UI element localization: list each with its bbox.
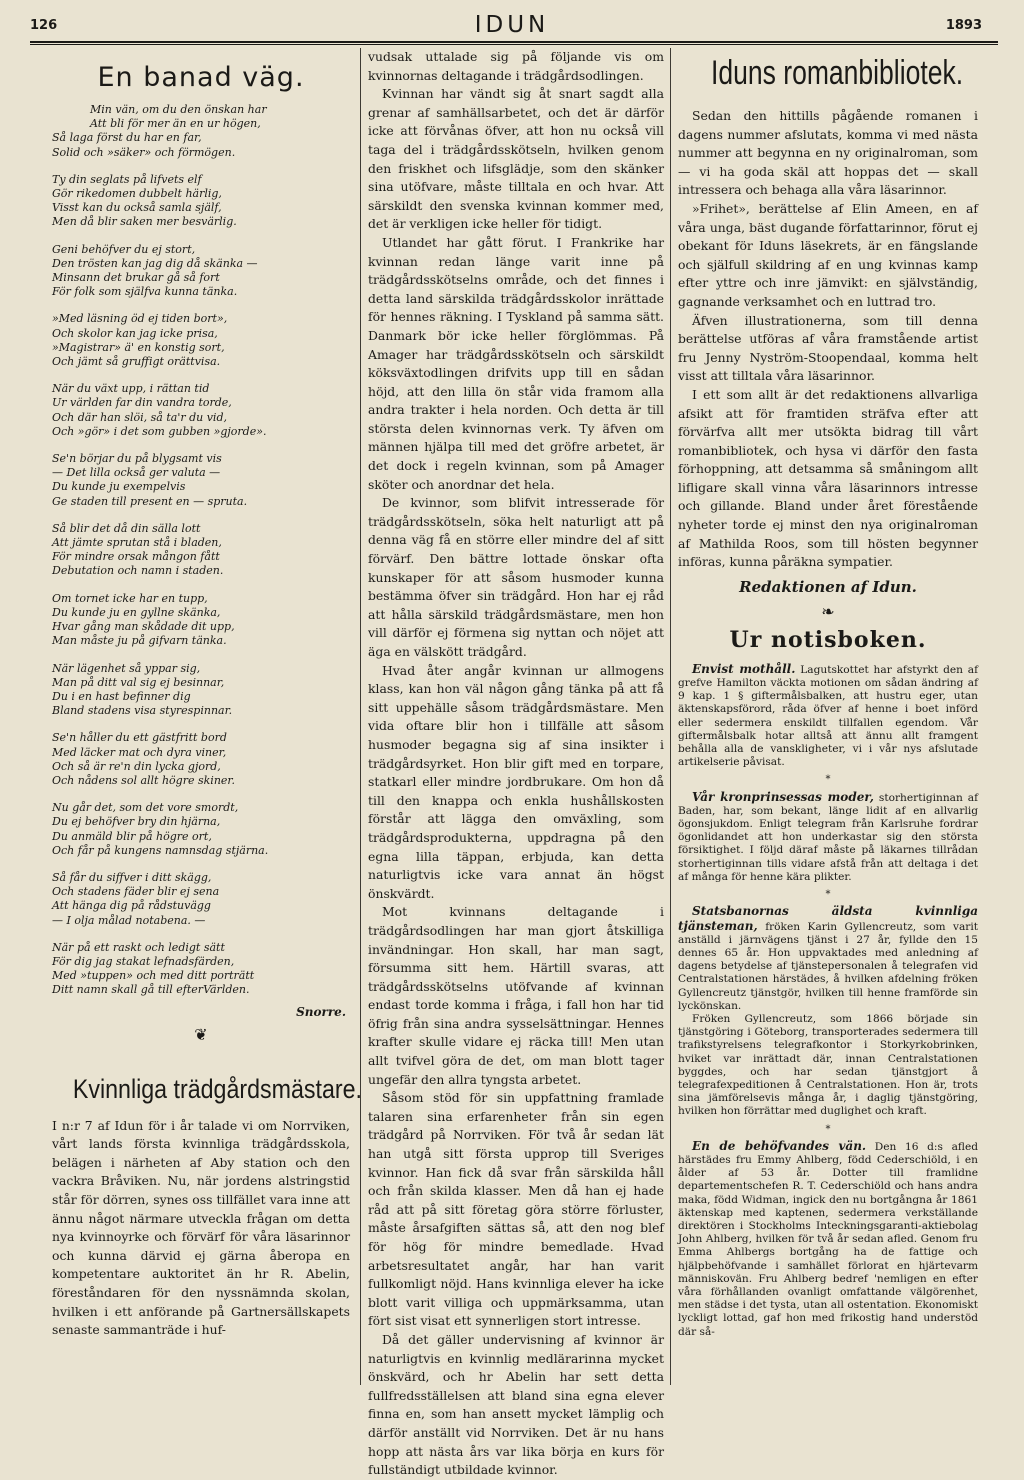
poem-line: Den trösten kan jag dig då skänka — bbox=[52, 256, 258, 270]
article-body-col1 bbox=[52, 1117, 350, 1340]
note-item bbox=[678, 1140, 978, 1339]
poem-line: Du anmäld blir på högre ort, bbox=[52, 829, 212, 843]
note-item bbox=[678, 905, 978, 1013]
article-title: Kvinnliga trädgårdsmästare. bbox=[72, 1073, 362, 1104]
poem-line: Om tornet icke har en tupp, bbox=[52, 591, 208, 605]
note-item bbox=[678, 663, 978, 770]
ornament-icon: ❧ bbox=[821, 601, 835, 621]
poem-stanza bbox=[52, 731, 350, 788]
poem-line: Du i en hast befinner dig bbox=[52, 689, 191, 703]
poem-stanza bbox=[52, 243, 350, 300]
poem-line: Att bli för mer än en ur högen, bbox=[90, 117, 261, 131]
article-paragraph: I n:r 7 af Idun för i år talade vi om Norrviken, vårt lands första kvinnliga trädgårdsskola, belägen i närheten af Aby station och den vackra Bråviken. Nu, när jordens alstringstid står för dörren, synes oss tillfället vara inne att ännu något närmare utveckla frågan om detta nya kvinnoyrke och förvärf för våra läsarinnor och kunna därvid ej gärna åberopa en kompetentare auktoritet än hr R. Abelin, föreståndaren för den nyssnämnda skolan, hvilken i ett anförande på Gartnersällskapets senaste sammanträde i huf- bbox=[52, 1117, 350, 1338]
library-paragraph: Sedan den hittills pågående romanen i dagens nummer afslutats, komma vi med nästa nummer att begynna en ny originalroman, som — vi ha goda skäl att hoppas det — skall intressera och behaga alla våra läsarinnor. bbox=[678, 108, 978, 198]
note-lead: Envist mothåll. bbox=[692, 661, 796, 676]
poem-line: Så får du siffver i ditt skägg, bbox=[52, 870, 212, 884]
poem-line: Och stadens fäder blir ej sena bbox=[52, 885, 220, 899]
header-rule bbox=[30, 41, 998, 43]
poem-body bbox=[52, 103, 350, 998]
star-separator-icon: * bbox=[825, 889, 831, 901]
poem-stanza bbox=[52, 592, 350, 649]
column-divider bbox=[360, 48, 361, 1385]
poem-line: Minsann det brukar gå så fort bbox=[52, 271, 220, 285]
poem-stanza bbox=[52, 452, 350, 509]
star-separator-icon: * bbox=[825, 774, 831, 786]
poem-stanza bbox=[52, 941, 350, 998]
poem-line: Att jämte sprutan stå i bladen, bbox=[52, 536, 222, 550]
poem-line: Du kunde ju exempelvis bbox=[52, 480, 186, 494]
note-text: Den 16 d:s afled härstädes fru Emmy Ahlberg, född Cederschiöld, i en ålder af 53 år. Dotter till framlidne departementschefen R. T. Cederschiöld och hans andra maka, född Widman, ingick den nu bortgångna år 1861 äktenskap med kaptenen, sedermera verkställande direktören i Stockholms Inteckningsgaranti-aktiebolag John Ahlberg, hvilken för två år sedan afled. Genom fru Emma Ahlbergs bortgång ha de fattige och hjälpbehöfvande i samhället förlorat en hjärtevarm människovän. Fru Ahlberg bedref 'nemligen en efter våra förhållanden ovanligt omfattande välgörenhet, men städse i det tysta, utan all ostentation. Ekonomiskt lyckligt lottad, gaf hon med frikostig hand understöd där så- bbox=[678, 1140, 979, 1338]
poem-line: Solid och »säker» och förmögen. bbox=[52, 145, 236, 159]
poem-line: När du växt upp, i rättan tid bbox=[52, 382, 210, 396]
library-signoff: Redaktionen af Idun. bbox=[739, 577, 917, 596]
article-paragraph: Utlandet har gått förut. I Frankrike har kvinnan redan länge varit inne på trädgårdsskötselns område, och det finnes i detta land särskilda trädgårdsskolor inrättade för hennes räkning. I Tyskland på samma sätt. Danmark bör icke heller förglömmas. På Amager har trädgårdsskötseln och särskildt köksväxtodlingen drifvits upp till en sådan höjd, att den lilla ön står vida framom alla andra trakter i hela norden. Och detta är till största delen kvinnornas verk. Ty äfven om männen hjälpa till med det gröfre arbetet, är det dock i regeln kvinnan, som på Amager sköter och anordnar det hela. bbox=[368, 234, 664, 492]
notes-body bbox=[678, 663, 978, 1339]
poem-line: Hvar gång man skådade dit upp, bbox=[52, 620, 235, 634]
article-body-col2 bbox=[368, 48, 664, 1480]
note-lead: En de behöfvandes vän. bbox=[692, 1138, 867, 1153]
article-paragraph: Kvinnan har vändt sig åt snart sagdt alla grenar af samhällsarbetet, och det är därför icke att förvånas öfver, att hon nu också vill taga del i trädgårdsskötseln, hvilken genom den friskhet och lifsglädje, som den skänker sina utöfvare, måste tilltala en och hvar. Att särskildt den svenska kvinnan kommer med, det är verkligen icke heller för tidigt. bbox=[368, 86, 664, 232]
poem-line: Bland stadens visa styrespinnar. bbox=[52, 704, 233, 718]
poem-title: En banad väg. bbox=[97, 62, 305, 93]
column-left bbox=[52, 48, 362, 1340]
column-divider bbox=[670, 48, 671, 1385]
poem-line: Och skolor kan jag icke prisa, bbox=[52, 326, 218, 340]
poem-line: Se'n börjar du på blygsamt vis bbox=[52, 452, 222, 466]
poem-stanza bbox=[52, 801, 350, 858]
poem-stanza bbox=[52, 871, 350, 928]
poem-line: Och »gör» i det som gubben »gjorde». bbox=[52, 424, 267, 438]
poem-line: Du ej behöfver bry din hjärna, bbox=[52, 815, 221, 829]
poem-line: Och får på kungens namnsdag stjärna. bbox=[52, 843, 269, 857]
poem-signature: Snorre. bbox=[296, 1004, 346, 1019]
article-paragraph: Mot kvinnans deltagande i trädgårdsodlingen har man gjort åtskilliga invändningar. Hon skall, har man sagt, försumma sitt hem. Härtill svaras, att trädgårdsskötselns utöfvande af kvinnan endast torde komma i fråga, i fall hon har tid öfrig från sina andra sysselsättningar. Hennes krafter skulle vidare ej räcka till! Men utan allt tvifvel göra de det, om man blott tager ungefär den allra tyngsta arbetet. bbox=[368, 904, 664, 1087]
poem-line: För dig jag stakat lefnadsfärden, bbox=[52, 954, 235, 968]
poem-line: Med »tuppen» och med ditt porträtt bbox=[52, 969, 255, 983]
note-item: Fröken Gyllencreutz, som 1866 började sin tjänstgöring i Göteborg, transporterades sedermera till trafikstyrelsens telegrafkontor i Storkyrkobrinken, hviket var inrättadt där, innan Centralstationen byggdes, och har sedan tjänstgjort å telegrafexpeditionen å Centralstationen. Hon är, trots sina jämförelsevis många år, i daglig tjänstgöring, hvilken hon förrättar med duglighet och kraft. bbox=[678, 1012, 978, 1118]
poem-line: Nu går det, som det vore smordt, bbox=[52, 801, 239, 815]
poem-line: När lägenhet så yppar sig, bbox=[52, 661, 201, 675]
page-number: 126 bbox=[30, 18, 58, 33]
year: 1893 bbox=[945, 18, 982, 33]
poem-line: Och nådens sol allt högre skiner. bbox=[52, 773, 235, 787]
poem-line: »Magistrar» ä' en konstig sort, bbox=[52, 340, 225, 354]
note-lead: Vår kronprinsessas moder, bbox=[692, 789, 874, 804]
article-paragraph: Då det gäller undervisning af kvinnor är naturligtvis en kvinnlig medlärarinna mycket önskvärd, och hr Abelin har sett detta fullfredsställelsen att bland sina egna elever finna en, som han ansett mycket lämplig och därför anställt vid Norrviken. Det är nu hans hopp att nästa års var lika börja en kurs för fullständigt utbildade kvinnor. bbox=[368, 1331, 664, 1478]
poem-line: Debutation och namn i staden. bbox=[52, 564, 224, 578]
note-text: fröken Karin Gyllencreutz, som varit anställd i järnvägens tjänst i 27 år, fyllde den 15 dennes 65 år. Hon uppvaktades med anledning af dagens betydelse af tjänstepersonalen å telegrafen vid Centralstationen härstädes, å hvilken afdelning fröken Gyllencreutz tjänstgör, hvilken till henne framförde sin lyckönskan. bbox=[678, 920, 978, 1012]
notes-title: Ur notisboken. bbox=[729, 626, 927, 653]
article-paragraph: vudsak uttalade sig på följande vis om kvinnornas deltagande i trädgårdsodlingen. bbox=[368, 49, 664, 83]
poem-stanza bbox=[52, 382, 350, 439]
poem-line: Och så är re'n din lycka gjord, bbox=[52, 759, 221, 773]
article-paragraph: Såsom stöd för sin uppfattning framlade talaren sina erfarenheter från sin egen trädgård på Norrviken. För två år sedan lät han utgå sitt första upprop till Sveriges kvinnor. Han fick då svar från särskilda håll och från skilda klasser. Men då han ej hade råd att på sitt företag göra större förluster, måste årsafgiften sättas så, att den nog blef för hög för mindre bemedlade. Hvad arbetsresultatet angår, har han varit fullkomligt nöjd. Hans kvinnliga elever ha icke blott varit villiga och uppmärksamma, utan fört sist visat ett synnerligen stort intresse. bbox=[368, 1090, 664, 1329]
poem-line: Och jämt så gruffigt orättvisa. bbox=[52, 355, 221, 369]
poem-line: »Med läsning öd ej tiden bort», bbox=[52, 312, 228, 326]
poem-line: Geni behöfver du ej stort, bbox=[52, 242, 196, 256]
page-header bbox=[0, 0, 1024, 44]
poem-stanza bbox=[52, 662, 350, 719]
library-paragraph: Äfven illustrationerna, som till denna berättelse utföras af våra framstående artist fru Jenny Nyström-Stoopendaal, komma helt visst att tilltala våra läsarinnor. bbox=[678, 312, 978, 384]
poem-line: Och där han slöi, så ta'r du vid, bbox=[52, 410, 227, 424]
poem-line: Med läcker mat och dyra viner, bbox=[52, 745, 227, 759]
poem-stanza bbox=[52, 173, 350, 230]
poem-line: Du kunde ju en gyllne skänka, bbox=[52, 605, 221, 619]
poem-line: Gör rikedomen dubbelt härlig, bbox=[52, 187, 222, 201]
poem-stanza bbox=[52, 522, 350, 579]
poem-line: Så blir det då din sälla lott bbox=[52, 521, 201, 535]
poem-stanza bbox=[52, 103, 350, 160]
poem-line: Min vän, om du den önskan har bbox=[90, 103, 267, 116]
poem-line: För folk som själfva kunna tänka. bbox=[52, 285, 238, 299]
library-paragraph: I ett som allt är det redaktionens allvarliga afsikt att för framtiden sträfva efter att förvärfva allt mer utsökta bidrag till vårt romanbibliotek, och hysa vi därför den fasta förhoppning, att detsamma så småningom allt lifligare skall vinna våra läsarinnors intresse och gillande. Bland under året förestående nyheter torde ej minst den nya originalroman af Mathilda Roos, som till hösten begynner införas, kunna påräkna sympatier. bbox=[678, 386, 978, 570]
poem-line: Ge staden till present en — spruta. bbox=[52, 494, 248, 508]
poem-line: Man måste ju på gifvarn tänka. bbox=[52, 634, 227, 648]
note-lead: Statsbanornas äldsta kvinnliga tjänsteman, bbox=[678, 904, 978, 933]
poem-line: Att hänga dig på rådstuvägg bbox=[52, 899, 211, 913]
note-text: Lagutskottet har afstyrkt den af grefve Hamilton väckta motionen om sådan ändring af 9 kap. 1 § giftermålsbalken, att hustru eger, utan äktenskapsförord, råda öfver af henne i boet införd eller sedermera enskildt tillfallen egendom. Vår giftermålsbalk hotar alltså att ännu allt framgent behålla alla de vanskligheter, vi i vår nys afslutade artikelserie påvisat. bbox=[678, 663, 979, 769]
note-text: storhertiginnan af Baden, har, som bekant, länge lidit af en allvarlig ögonsjukdom. Enligt telegram från Karlsruhe fordrar ögonlidandet att hon underkastar sig den största försiktighet. I följd däraf måste på läkarnes tillrådan storhertiginnan tills vidare afstå från att deltaga i det af många för henne kära plikter. bbox=[678, 791, 978, 883]
poem-line: Visst kan du också samla själf, bbox=[52, 201, 222, 215]
poem-line: Så laga först du har en far, bbox=[52, 131, 202, 145]
library-paragraph: »Frihet», berättelse af Elin Ameen, en af våra unga, bäst dugande författarinnor, förut ej obekant för Iduns läsekrets, är en fängslande och själfull skildring af en ung kvinnas kamp efter yttre och inre jämvikt: en självständig, gagnande verksamhet och en luttrad tro. bbox=[678, 200, 978, 309]
poem-line: — Det lilla också ger valuta — bbox=[52, 466, 221, 480]
poem-line: — I olja målad notabena. — bbox=[52, 913, 206, 927]
header-rule-thin bbox=[30, 44, 998, 45]
poem-stanza bbox=[52, 312, 350, 369]
masthead: IDUN bbox=[474, 12, 550, 38]
poem-line: Men då blir saken mer besvärlig. bbox=[52, 215, 237, 229]
poem-line: Man på ditt val sig ej besinnar, bbox=[52, 675, 225, 689]
article-paragraph: Hvad åter angår kvinnan ur allmogens klass, kan hon väl någon gång tänka på att få sitt uppehälle såsom trädgårdsmästare. Men vida oftare blir hon i tillfälle att såsom husmoder begagna sig af sina insikter i trädgårdsyrket. Hon blir gift med en torpare, statkarl eller mindre jordbrukare. Om hon då till den knappa och enkla hushållskosten förstår att lägga den omväxling, som trädgårdsprodukterna, uppdragna på den egna lilla täppan, erbjuda, kan detta naturligtvis icke vara annat än högst önskvärdt. bbox=[368, 662, 664, 901]
column-right bbox=[678, 48, 978, 1339]
library-body bbox=[678, 107, 978, 572]
article-paragraph: De kvinnor, som blifvit intresserade för trädgårdsskötseln, söka helt naturligt att på denna väg få en större eller mindre del af sitt förvärf. Den bättre lottade önskar ofta kunskaper för att såsom husmoder kunna bestämma öfver sin trädgård. Hon har ej råd att hålla särskild trädgårdsmästare, men hon vill därför ej förmena sig nyttan och nöjet att äga en välskött trädgård. bbox=[368, 495, 664, 659]
poem-line: Se'n håller du ett gästfritt bord bbox=[52, 731, 227, 745]
column-middle bbox=[368, 48, 664, 1480]
poem-line: Ditt namn skall gå till efterVärlden. bbox=[52, 983, 250, 997]
note-item bbox=[678, 791, 978, 884]
poem-line: Ur världen far din vandra torde, bbox=[52, 396, 232, 410]
poem-line: För mindre orsak mångon fått bbox=[52, 550, 220, 564]
poem-line: Ty din seglats på lifvets elf bbox=[52, 172, 202, 186]
poem-line: När på ett raskt och ledigt sätt bbox=[52, 940, 225, 954]
star-separator-icon: * bbox=[825, 1123, 831, 1135]
library-title: Iduns romanbibliotek. bbox=[711, 54, 964, 92]
ornament-icon: ❦ bbox=[194, 1024, 208, 1044]
